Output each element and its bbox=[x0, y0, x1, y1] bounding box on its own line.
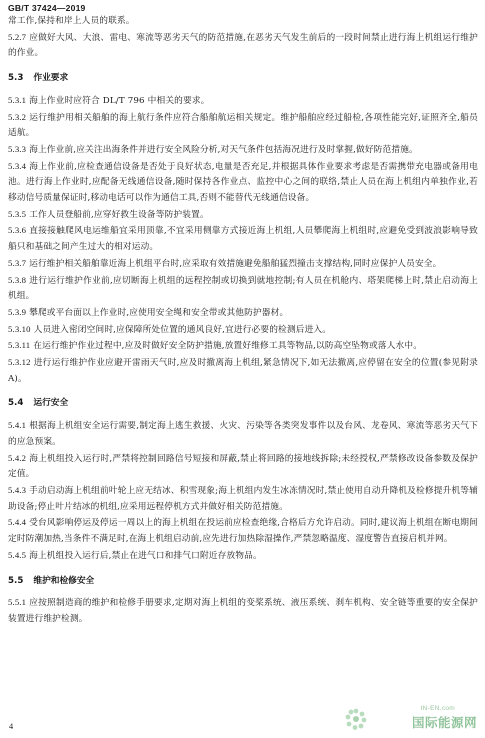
clause-text: 运行维护用相关船舶的海上航行条件应符合船舶航运相关规定。维护船舶应经过船检,各项性能完好,证照齐全,船员适航。 bbox=[8, 112, 478, 139]
clause-number: 5.3.12 bbox=[8, 357, 31, 368]
clause-number: 5.3.11 bbox=[8, 340, 31, 351]
clause-text: 海上作业前,应检查通信设备是否处于良好状态,电量是否充足,并根据具体作业要求考虑是否需携带充电器或备用电池。进行海上作业时,应配备无线通信设备,随时保持各作业点、监控中心之间的联络,禁止人员在海上机组内单独作业,若移动信号质量保证时,移动电话可以作为通信工具,否则不能替代无线通信设备。 bbox=[8, 161, 478, 204]
section-number: 5.4 bbox=[8, 398, 24, 409]
clause-paragraph bbox=[8, 338, 478, 355]
clause-paragraph bbox=[8, 305, 478, 322]
section-title: 维护和检修安全 bbox=[33, 575, 95, 586]
clause-text: 进行运行维护作业应避开雷雨天气时,应及时撤离海上机组,紧急情况下,如无法撤离,应停留在安全的位置(参见附录 A)。 bbox=[8, 358, 478, 384]
clause-number: 5.3.4 bbox=[8, 160, 27, 171]
clause-paragraph bbox=[8, 418, 478, 450]
clause-text: 海上机组投入运行后,禁止在进气口和排气口附近存放物品。 bbox=[29, 550, 262, 561]
clause-number: 5.3.1 bbox=[8, 94, 27, 105]
watermark bbox=[345, 705, 477, 731]
clause-text: 常工作,保持和岸上人员的联系。 bbox=[8, 16, 135, 26]
watermark-logo-icon bbox=[345, 708, 367, 730]
clause-number: 5.4.4 bbox=[8, 517, 27, 528]
clause-text: 进行运行维护作业前,应切断海上机组的远程控制或切换到就地控制;有人员在机舱内、塔架爬梯上时,禁止启动海上机组。 bbox=[8, 275, 478, 302]
clause-paragraph bbox=[8, 322, 478, 339]
clause-number: 5.3.10 bbox=[8, 323, 31, 334]
clause-text: 攀爬或平台面以上作业时,应使用安全绳和安全带或其他防护器材。 bbox=[29, 307, 289, 318]
clause-text: 手动启动海上机组前叶轮上应无结冰、积雪现象;海上机组内发生冰冻情况时,禁止使用自动升降机及检修提升机等辅助设备;停止叶片结冰的机组,应采用远程停机方式并做好相关防范措施。 bbox=[8, 485, 478, 512]
clause-text: 直接接触爬风电运维船宜采用顶靠,不宜采用侧靠方式接近海上机组,人员攀爬海上机组时,应避免受到波浪影响导致船只和基础之间产生过大的相对运动。 bbox=[8, 226, 478, 253]
clause-number: 5.3.6 bbox=[8, 225, 27, 236]
clause-paragraph bbox=[8, 451, 478, 483]
clause-text: 工作人员登船前,应穿好救生设备等防护装置。 bbox=[29, 209, 209, 220]
document-body bbox=[8, 14, 478, 628]
clause-paragraph bbox=[8, 207, 478, 224]
clause-number: 5.3.3 bbox=[8, 143, 27, 154]
clause-text: 在运行维护作业过程中,应及时做好安全防护措施,放置好维修工具等物品,以防高空坠物或落人水中。 bbox=[33, 341, 423, 352]
clause-text: 海上作业前,应关注出海条件并进行安全风险分析,对天气条件包括海况进行及时掌握,做好防范措施。 bbox=[29, 144, 418, 155]
clause-paragraph bbox=[8, 14, 478, 30]
clause-text: 运行维护相关船舶靠近海上机组平台时,应采取有效措施避免船舶猛烈撞击支撑结构,同时应保护人员安全。 bbox=[29, 258, 442, 269]
watermark-url: IN-EN.com bbox=[420, 705, 455, 712]
clause-paragraph bbox=[8, 515, 478, 547]
section-number: 5.3 bbox=[8, 73, 24, 84]
clause-number: 5.4.3 bbox=[8, 484, 27, 495]
clause-text: 人员进入密闭空间时,应保障所处位置的通风良好,宜进行必要的检测后进入。 bbox=[33, 324, 332, 335]
clause-paragraph bbox=[8, 110, 478, 142]
clause-paragraph bbox=[8, 30, 478, 62]
section-heading bbox=[8, 71, 478, 87]
clause-number: 5.4.2 bbox=[8, 452, 27, 463]
section-heading bbox=[8, 574, 478, 590]
clause-text: 受台风影响停运及停运一周以上的海上机组在投运前应检查绝缘,合格后方允许启动。同时,建议海上机组在断电期间定时防潮加热,当条件不满足时,在海上机组启动前,应先进行加热除湿操作,严禁忽略温度、湿度警告直接启机并网。 bbox=[8, 518, 478, 545]
clause-number: 5.3.7 bbox=[8, 257, 27, 268]
clause-paragraph bbox=[8, 595, 478, 627]
section-title: 运行安全 bbox=[33, 398, 69, 409]
standard-code-header: GB/T 37424—2019 bbox=[8, 3, 86, 13]
clause-number: 5.4.5 bbox=[8, 549, 27, 560]
clause-number: 5.3.8 bbox=[8, 274, 27, 285]
section-heading bbox=[8, 396, 478, 412]
clause-text: 海上机组投入运行时,严禁将控制回路信号短接和屏蔽,禁止将回路的接地线拆除;未经授权,严禁修改设备参数及保护定值。 bbox=[8, 453, 478, 480]
clause-paragraph bbox=[8, 256, 478, 273]
clause-paragraph bbox=[8, 483, 478, 515]
clause-number: 5.4.1 bbox=[8, 420, 27, 431]
clause-paragraph bbox=[8, 159, 478, 207]
clause-number: 5.2.7 bbox=[8, 31, 27, 42]
clause-paragraph bbox=[8, 355, 478, 387]
clause-number: 5.5.1 bbox=[8, 597, 27, 608]
page-number: 4 bbox=[9, 722, 14, 731]
clause-number: 5.3.5 bbox=[8, 208, 27, 219]
clause-paragraph bbox=[8, 273, 478, 305]
clause-text: 应按照制造商的维护和检修手册要求,定期对海上机组的变桨系统、液压系统、刹车机构、安全链等重要的安全保护装置进行维护检测。 bbox=[8, 598, 478, 624]
clause-text: 根据海上机组安全运行需要,制定海上逃生救援、火灾、污染等各类突发事件以及台风、龙卷风、寒流等恶劣天气下的应急预案。 bbox=[8, 421, 478, 447]
clause-number: 5.3.9 bbox=[8, 306, 27, 317]
clause-paragraph bbox=[8, 223, 478, 255]
clause-text: 应做好大风、大浪、雷电、寒流等恶劣天气的防范措施,在恶劣天气发生前后的一段时间禁止进行海上机组运行维护的作业。 bbox=[8, 32, 478, 59]
clause-number: 5.3.2 bbox=[8, 111, 27, 122]
section-number: 5.5 bbox=[8, 575, 24, 586]
clause-paragraph bbox=[8, 142, 478, 159]
clause-paragraph bbox=[8, 93, 478, 110]
clause-paragraph bbox=[8, 548, 478, 565]
clause-text: 海上作业时应符合 DL/T 796 中相关的要求。 bbox=[29, 95, 210, 106]
section-title: 作业要求 bbox=[33, 73, 69, 84]
watermark-name: 国际能源网 bbox=[411, 715, 477, 730]
